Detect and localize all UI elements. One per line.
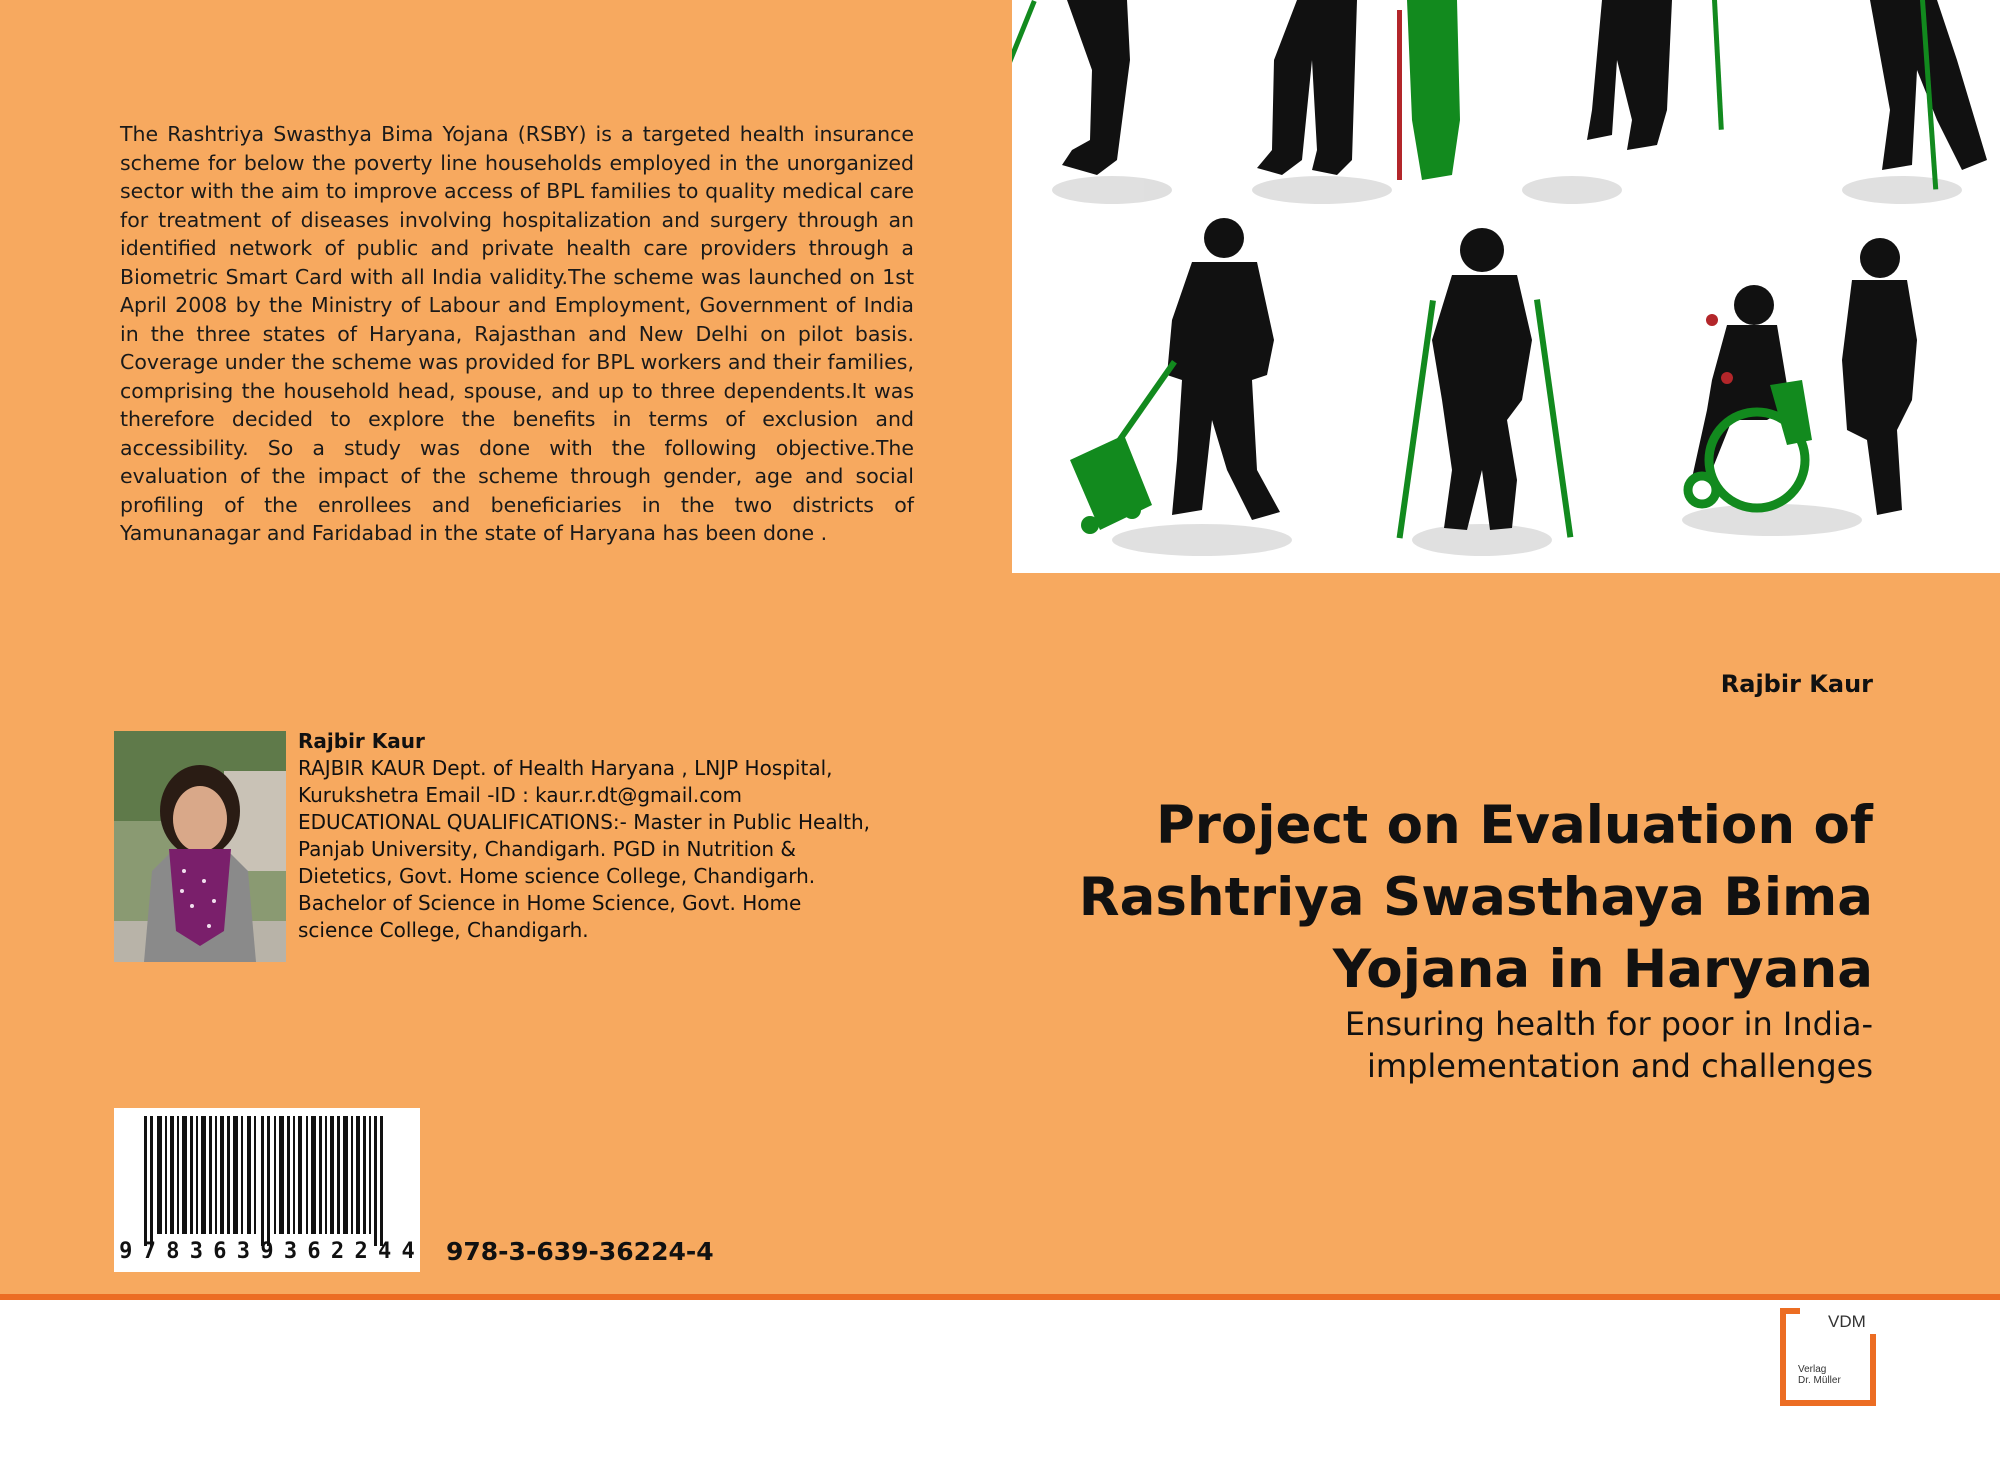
publisher-name [1798, 1364, 1841, 1386]
author-bio [298, 728, 878, 944]
barcode-digit: 3 [189, 1239, 203, 1264]
bio-author-name: Rajbir Kaur [298, 729, 425, 753]
barcode-digit: 6 [213, 1239, 227, 1264]
publisher-logo [1780, 1308, 1876, 1406]
barcode-digit: 3 [236, 1239, 251, 1264]
barcode-digit: 9 [260, 1239, 274, 1264]
author-portrait [114, 731, 286, 962]
book-title: Project on Evaluation of Rashtriya Swasthaya Bima Yojana in Haryana [1078, 795, 1873, 1000]
publisher-line-1: Verlag [1798, 1364, 1827, 1375]
barcode-digit: 6 [307, 1239, 321, 1264]
footer-divider [0, 1294, 2000, 1300]
barcode-digit: 4 [377, 1239, 392, 1264]
barcode-digits [114, 1239, 420, 1264]
publisher-logo-text: VDM [1828, 1312, 1866, 1331]
barcode-digit: 4 [401, 1239, 415, 1264]
back-cover-blurb: The Rashtriya Swasthya Bima Yojana (RSBY) is a targeted health insurance scheme for below the poverty line households employed in the unorganized sector with the aim to improve access of BPL families to quality medical care for treatment of diseases involving hospitalization and surgery through an identified network of public and private health care providers through a Biometric Smart Card with all India validity.The scheme was launched on 1st April 2008 by the Ministry of Labour and Employment, Government of India in the three states of Haryana, Rajasthan and New Delhi on pilot basis. Coverage under the scheme was provided for BPL workers and their families, comprising the household head, spouse, and up to three dependents.It was therefore decided to explore the benefits in terms of exclusion and accessibility. So a study was done with the following objective.The evaluation of the impact of the scheme through gender, age and social profiling of the enrollees and beneficiaries in the two districts of Yamunanagar and Faridabad in the state of Haryana has been done . [120, 122, 914, 545]
barcode-digit: 7 [142, 1239, 156, 1264]
barcode-digit: 3 [283, 1239, 298, 1264]
isbn-number: 978-3-639-36224-4 [446, 1237, 714, 1266]
barcode-digit: 8 [166, 1239, 180, 1264]
silhouettes-illustration [1012, 0, 2000, 573]
barcode-digit: 2 [354, 1239, 368, 1264]
publisher-line-2: Dr. Müller [1798, 1375, 1841, 1386]
barcode [114, 1108, 420, 1272]
barcode-digit: 9 [119, 1239, 133, 1264]
bio-text: RAJBIR KAUR Dept. of Health Haryana , LNJP Hospital, Kurukshetra Email -ID : kaur.r.dt@gmail.com EDUCATIONAL QUALIFICATIONS:- Master in Public Health, Panjab University, Chandigarh. PGD in Nutrition & Dietetics, Govt. Home science College, Chandigarh. Bachelor of Science in Home Science, Govt. Home science College, Chandigarh. [298, 756, 871, 942]
cover-illustration [1012, 0, 2000, 573]
author-photo [114, 731, 286, 962]
barcode-digit: 2 [330, 1239, 345, 1264]
cover-author: Rajbir Kaur [1720, 670, 1873, 698]
book-subtitle: Ensuring health for poor in India- implementation and challenges [1344, 1005, 1873, 1085]
